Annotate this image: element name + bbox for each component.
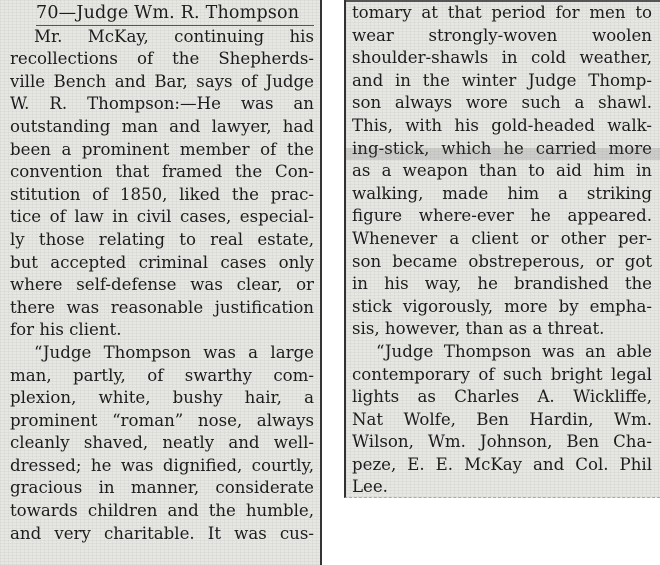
text-line: gracious in manner, considerate [10, 478, 314, 498]
text-line: as a weapon than to aid him in [352, 161, 652, 181]
text-line: cleanly shaved, neatly and well- [10, 433, 314, 453]
text-line: son always wore such a shawl. [352, 93, 652, 113]
text-line: dressed; he was dignified, courtly, [10, 455, 314, 475]
text-line: ly those relating to real estate, [10, 229, 314, 249]
text-line: peze, E. E. McKay and Col. Phil [352, 454, 652, 474]
text-line: “Judge Thompson was a large [34, 342, 314, 362]
text-line: figure where-ever he appeared. [352, 206, 652, 226]
text-line: stick vigorously, more by empha- [352, 296, 652, 316]
text-line: outstanding man and lawyer, had [10, 116, 314, 136]
article-headline: 70—Judge Wm. R. Thompson [36, 2, 314, 26]
text-line: man, partly, of swarthy com- [10, 365, 314, 385]
text-line: shoulder-shawls in cold weather, [352, 48, 652, 68]
column-rule [346, 0, 660, 2]
right-column [344, 0, 660, 498]
text-line: where self-defense was clear, or [10, 275, 314, 295]
text-line: and very charitable. It was cus- [10, 523, 314, 543]
text-line: plexion, white, bushy hair, a [10, 388, 314, 408]
text-line: Whenever a client or other per- [352, 228, 652, 248]
paragraph-1 [10, 26, 314, 342]
paragraph-2 [10, 342, 314, 545]
text-line: ing-stick, which he carried more [352, 138, 652, 158]
text-line: tice of law in civil cases, especial- [10, 207, 314, 227]
text-line: “Judge Thompson was an able [376, 341, 652, 361]
paragraph-3 [352, 2, 652, 341]
text-line: tomary at that period for men to [352, 3, 652, 22]
text-line: stitution of 1850, liked the prac- [10, 184, 314, 204]
text-line: towards children and the humble, [10, 501, 314, 521]
text-line: but accepted criminal cases only [10, 252, 314, 272]
text-line: ville Bench and Bar, says of Judge [10, 71, 314, 91]
text-line: Nat Wolfe, Ben Hardin, Wm. [352, 409, 652, 429]
text-line: convention that framed the Con- [10, 162, 314, 182]
text-line: been a prominent member of the [10, 139, 314, 159]
text-line: son became obstreperous, or got [352, 251, 652, 271]
text-line: in his way, he brandished the [352, 274, 652, 294]
text-line: recollections of the Shepherds- [10, 49, 314, 69]
text-line: Wilson, Wm. Johnson, Ben Cha- [352, 432, 652, 452]
text-line: Mr. McKay, continuing his [34, 26, 314, 46]
text-line: and in the winter Judge Thomp- [352, 70, 652, 90]
text-line: sis, however, than as a threat. [352, 319, 605, 339]
text-line: W. R. Thompson:—He was an [10, 94, 314, 114]
text-line: there was reasonable justification [10, 297, 314, 317]
text-line: lights as Charles A. Wickliffe, [352, 387, 652, 407]
left-column [0, 0, 322, 565]
text-line: for his client. [10, 320, 122, 340]
text-line: prominent “roman” nose, always [10, 410, 314, 430]
text-line: wear strongly-woven woolen [352, 25, 652, 45]
text-line: This, with his gold-headed walk- [352, 115, 652, 135]
paragraph-4 [352, 341, 652, 498]
text-line: walking, made him a striking [352, 183, 652, 203]
text-line: contemporary of such bright legal [352, 364, 652, 384]
text-line: Lee. [352, 477, 388, 497]
